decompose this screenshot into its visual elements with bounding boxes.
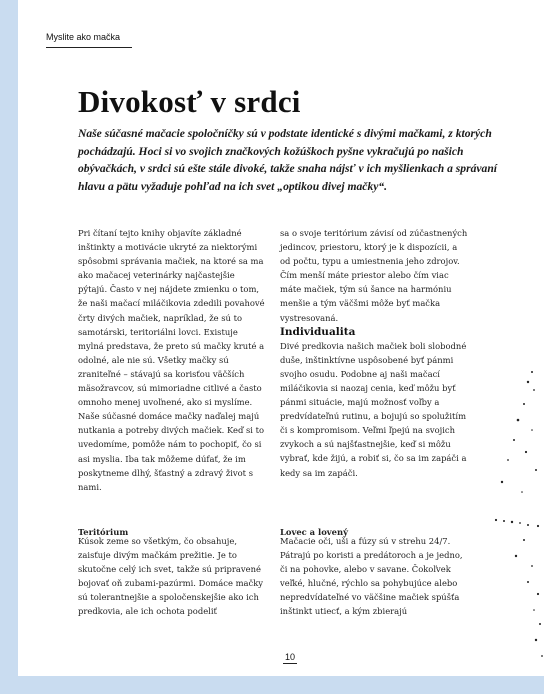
- section-text-teritorium: Kúsok zeme so všetkým, čo obsahuje, zaisťuje divým mačkám prežitie. Je to skutočne celý ich svet, takže sú pripravené bojovať oň zubami-pazúrmi. Domáce mačky sú tolerantnejšie a spoločenskejšie ako ich predkovia, ale ich ochota podeliť: [78, 536, 264, 617]
- book-page: [18, 0, 544, 676]
- lovec-column: [280, 534, 468, 619]
- whisker-dots-decoration: [488, 360, 544, 680]
- running-head: Myslite ako mačka: [46, 32, 121, 42]
- intro-right-column: [280, 226, 468, 480]
- intro-left-column: [78, 226, 266, 494]
- section-heading-teritorium: Teritórium: [78, 526, 129, 537]
- running-head-rule: [46, 47, 132, 48]
- teritorium-column: [78, 534, 266, 619]
- intro-paragraph-right: sa o svoje teritórium závisí od zúčastnených jedincov, priestoru, ktorý je k dispozícii, a od počtu, typu a umiestnenia jeho zdrojov. Čím menší máte priestor alebo čím viac máte mačiek, tým sú šance na harmóniu menšie a tým väčšmi môže byť mačka vystresovaná.: [280, 228, 468, 323]
- lead-paragraph: Naše súčasné mačacie spoločníčky sú v podstate identické s divými mačkami, z ktorých pochádzajú. Hoci si vo svojich značkových kožúškoch pyšne vykračujú po našich obývačkách, v srdci sú ešte stále divoké, takže snaha nájsť v ich myšlienkach a správaní hlavu a pätu vyžaduje pohľad na ich svet „optikou divej mačky“.: [78, 127, 498, 193]
- page-number-rule: [283, 663, 297, 664]
- section-heading-individualita: Individualita: [280, 325, 356, 338]
- intro-paragraph-left: Pri čítaní tejto knihy objavíte základné inštinkty a motivácie ukryté za niektorými spôsobmi správania mačiek, na ktoré sa ma ako mačacej veterinárky najčastejšie pýtajú. Často v nej nájdete zmienku o tom, že naši mačací miláčikovia zdedili povahové črty divých mačiek, napríklad, že sú to samotárski, teritoriálni lovci. Existuje mylná predstava, že preto sú mačky kruté a odolné, ale nie sú. Všetky mačky sú zraniteľné – stávajú sa korisťou väčších mäsožravcov, sú mimoriadne citlivé a často omnoho menej uvoľnené, ako si myslíme. Naše súčasné domáce mačky naďalej majú nutkania a potreby divých mačiek. Keď si to uvedomíme, pomôže nám to pochopiť, čo si asi myslia. Iba tak môžeme dúfať, že im poskytneme dlhý, šťastný a zdravý život s nami.: [78, 228, 265, 492]
- section-text-individualita: Divé predkovia našich mačiek boli slobodné duše, inštinktívne uspôsobené byť pánmi svojho osudu. Podobne aj naši mačací miláčikovia si naozaj cenia, keď môžu byť pánmi situácie, majú možnosť voľby a predvídateľnú rutinu, a bojujú so spolužitím či s kompromisom. Veľmi ľpejú na svojich zvykoch a sú najšťastnejšie, keď si môžu vybrať, kde žijú, a robiť si, čo sa im zapáči a kedy sa im zapáči.: [280, 340, 467, 478]
- page-title: Divokosť v srdci: [78, 84, 301, 119]
- section-heading-lovec: Lovec a lovený: [280, 526, 348, 537]
- section-text-lovec: Mačacie oči, uši a fúzy sú v strehu 24/7. Pátrajú po koristi a predátoroch a je jedno, či na pohovke, alebo v savane. Čokoľvek veľké, hlučné, rýchlo sa pohybujúce alebo nepredvídateľné vo väčšine mačiek spúšťa inštinkt utiecť, a kým zbierajú: [280, 536, 463, 617]
- page-number: 10: [285, 652, 296, 662]
